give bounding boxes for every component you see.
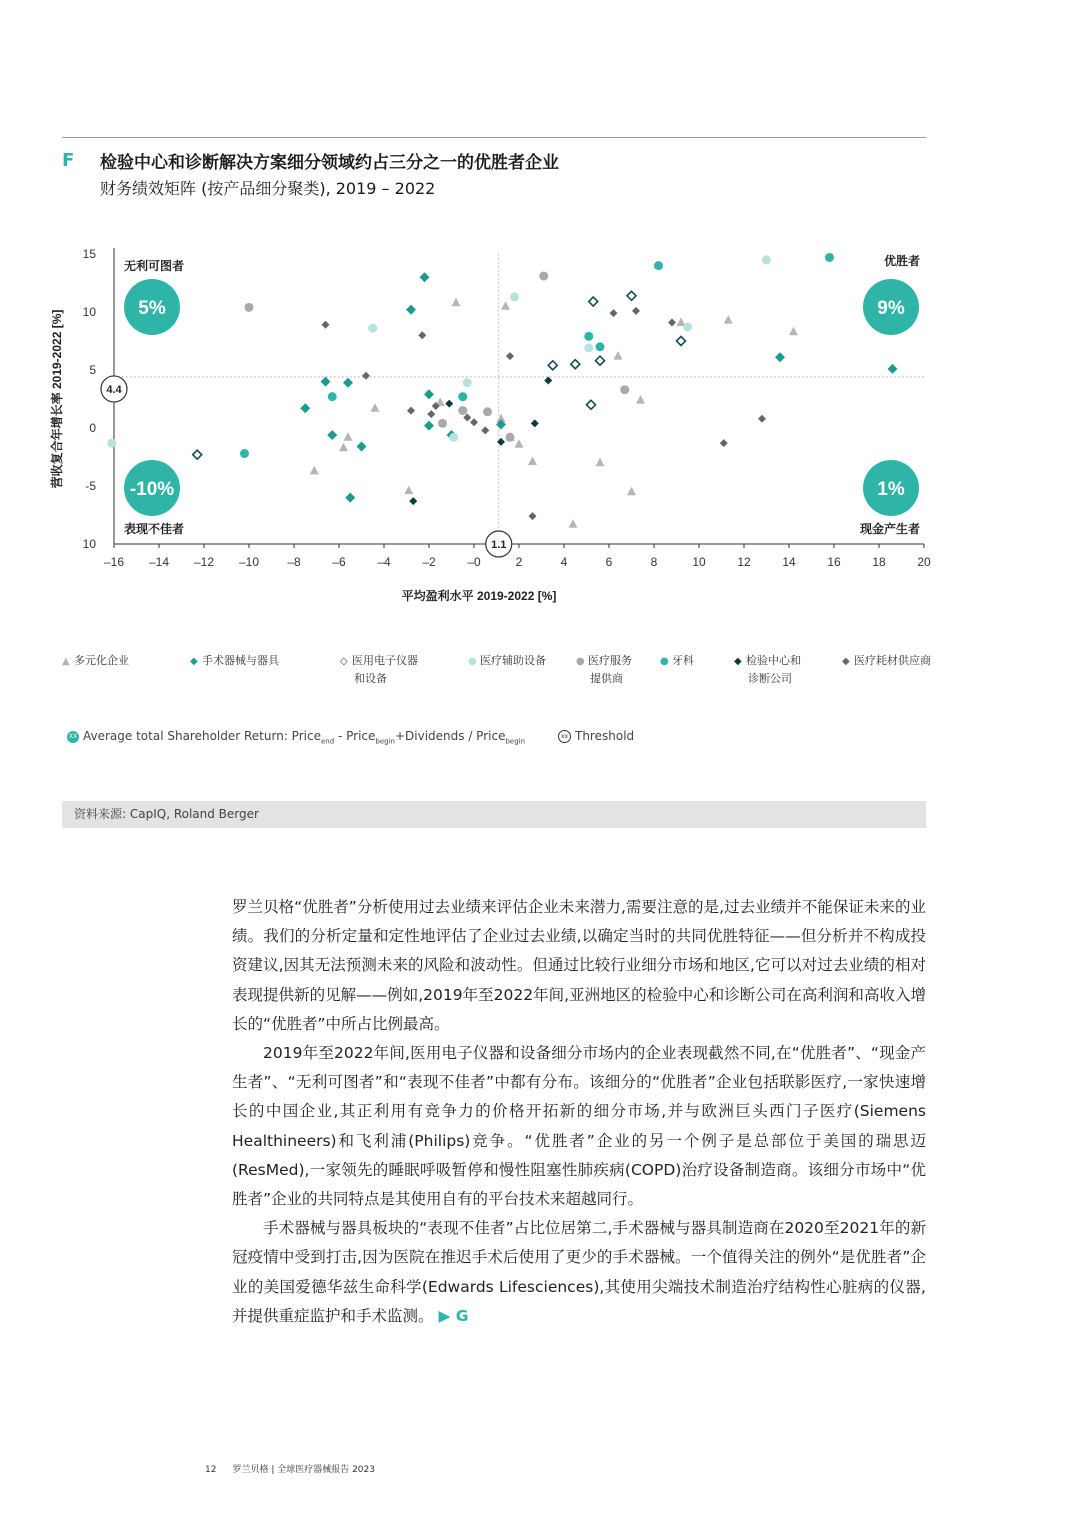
point-triangle-2 — [310, 466, 319, 475]
point-diamond-open-3 — [677, 337, 686, 346]
y-threshold-value: 4.4 — [106, 383, 122, 396]
point-triangle-1 — [404, 486, 413, 495]
threshold-annotation: xx Threshold — [558, 729, 634, 743]
x-tick-label: –2 — [422, 555, 436, 569]
tsr-annotation: XX Average total Shareholder Return: Price$_{end}$ - Price$_{begin}$+Dividends / Price$_{begin}$ — [68, 729, 526, 746]
point-diamond-small-1 — [362, 372, 370, 380]
point-circle-4 — [596, 342, 605, 351]
point-triangle-10 — [569, 519, 578, 528]
point-triangle-8 — [515, 439, 524, 448]
legend-marker-icon: ◆ — [190, 656, 198, 667]
legend-item — [842, 652, 931, 670]
point-diamond-8 — [424, 389, 434, 399]
point-diamond-small-2 — [497, 438, 505, 446]
point-circle-7 — [762, 255, 771, 264]
point-diamond-4 — [300, 403, 310, 413]
point-diamond-5 — [327, 430, 337, 440]
point-diamond-9 — [424, 421, 434, 431]
point-diamond-small-0 — [445, 400, 453, 408]
x-tick-label: 10 — [692, 555, 706, 569]
x-tick-label: 18 — [872, 555, 886, 569]
figure-letter: F — [62, 150, 75, 171]
point-diamond-small-2 — [407, 407, 415, 415]
point-diamond-small-10 — [610, 309, 618, 317]
point-diamond-3 — [343, 378, 353, 388]
paragraph-1: 罗兰贝格“优胜者”分析使用过去业绩来评估企业未来潜力,需要注意的是,过去业绩并不能保证未来的业绩。我们的分析定量和定性地评估了企业过去业绩,以确定当时的共同优胜特征——但分析并不构成投资建议,因其无法预测未来的风险和波动性。但通过比较行业细分市场和地区,它可以对过去业绩的相对表现提供新的见解——例如,2019年至2022年间,亚洲地区的检验中心和诊断公司在高利润和高收入增长的“优胜者”中所占比例最高。 — [232, 898, 926, 1033]
point-triangle-11 — [596, 458, 605, 467]
legend-label: 多元化企业 — [74, 654, 129, 667]
figure-title: 检验中心和诊断解决方案细分领域约占三分之一的优胜者企业 — [100, 153, 559, 173]
point-diamond-small-14 — [758, 415, 766, 423]
next-figure-link[interactable]: ▶ G — [438, 1306, 469, 1325]
y-axis-title: 营收复合年增长率 2019-2022 [%] — [50, 309, 64, 489]
point-circle-1 — [368, 324, 377, 333]
quadrant-value-top-left: 5% — [138, 298, 166, 319]
point-triangle-5 — [371, 403, 380, 412]
point-diamond-open-1 — [589, 297, 598, 306]
paragraph-2: 2019年至2022年间,医用电子仪器和设备细分市场内的企业表现截然不同,在“优胜者”、“现金产生者”、“无利可图者”和“表现不佳者”中都有分布。该细分的“优胜者”企业包括联影医疗,一家快速增长的中国企业,其正利用有竞争力的价格开拓新的细分市场,并与欧洲巨头西门子医疗(Siemens Healthineers)和飞利浦(Philips)竞争。“优胜者”企业的另一个例子是总部位于美国的瑞思迈 (ResMed),一家领先的睡眠呼吸暂停和慢性阻塞性肺疾病(COPD)治疗设备制造商。该细分市场中“优胜者”企业的共同特点是其使用自有的平台技术来超越同行。 — [232, 1044, 926, 1209]
point-circle-1 — [539, 272, 548, 281]
performance-matrix-chart — [0, 230, 1080, 620]
legend-label: 手术器械与器具 — [202, 654, 279, 667]
point-circle-0 — [107, 439, 116, 448]
point-diamond-small-8 — [506, 352, 514, 360]
legend-item — [660, 652, 694, 670]
point-diamond-small-5 — [470, 418, 478, 426]
paragraph-3: 手术器械与器具板块的“表现不佳者”占比位居第二,手术器械与器具制造商在2020至2021年的新冠疫情中受到打击,因为医院在推迟手术后使用了更少的手术器械。一个值得关注的例外“是优胜者”企业的美国爱德华兹生命科学(Edwards Lifesciences),其使用尖端技术制造治疗结构性心脏病的仪器,并提供重症监护和手术监测。 ▶ G — [232, 1219, 926, 1325]
legend-label: 医疗耗材供应商 — [854, 654, 931, 667]
point-circle-5 — [654, 261, 663, 270]
x-tick-label: –14 — [148, 555, 170, 569]
point-diamond-12 — [775, 352, 785, 362]
footer-text: 罗兰贝格 | 全球医疗器械报告 2023 — [232, 1465, 375, 1475]
legend-label-line2: 提供商 — [590, 672, 623, 685]
quadrant-value-top-right: 9% — [877, 298, 905, 319]
y-tick-label: 10 — [82, 537, 96, 551]
point-diamond-0 — [420, 272, 430, 282]
legend-marker-icon: ▲ — [62, 656, 70, 667]
page-number: 12 — [205, 1465, 217, 1475]
point-circle-3 — [458, 406, 467, 415]
point-circle-4 — [506, 433, 515, 442]
legend-marker-icon: ◇ — [340, 656, 348, 667]
point-diamond-6 — [345, 493, 355, 503]
figure-subtitle: 财务绩效矩阵 (按产品细分聚类), 2019 – 2022 — [100, 179, 436, 198]
point-diamond-small-15 — [418, 331, 426, 339]
quadrant-label-bottom-left: 表现不佳者 — [124, 522, 185, 536]
x-tick-label: –16 — [103, 555, 125, 569]
legend-item — [340, 652, 418, 687]
point-triangle-16 — [724, 315, 733, 324]
x-tick-label: 20 — [917, 555, 931, 569]
point-diamond-open-4 — [596, 356, 605, 365]
chart-points — [107, 253, 897, 528]
point-diamond-small-9 — [529, 512, 537, 520]
point-diamond-small-3 — [531, 419, 539, 427]
legend-label: 医疗辅助设备 — [480, 654, 546, 667]
point-circle-6 — [825, 253, 834, 262]
point-triangle-3 — [344, 432, 353, 441]
point-circle-4 — [510, 292, 519, 301]
point-diamond-small-1 — [409, 497, 417, 505]
point-circle-0 — [240, 449, 249, 458]
page-footer — [205, 1462, 375, 1475]
point-diamond-small-11 — [632, 307, 640, 315]
point-diamond-open-6 — [571, 360, 580, 369]
point-diamond-small-13 — [720, 439, 728, 447]
x-tick-label: –0 — [467, 555, 481, 569]
point-diamond-1 — [406, 305, 416, 315]
point-diamond-small-0 — [322, 321, 330, 329]
legend-label: 牙科 — [672, 654, 694, 667]
point-circle-6 — [683, 323, 692, 332]
legend-marker-icon: ● — [576, 656, 585, 667]
point-diamond-small-4 — [544, 376, 552, 384]
top-divider — [62, 137, 926, 138]
legend-label-line2: 诊断公司 — [748, 672, 792, 685]
y-tick-label: 15 — [82, 247, 96, 261]
point-diamond-open-0 — [193, 450, 202, 459]
point-diamond-open-7 — [587, 400, 596, 409]
x-tick-label: –6 — [332, 555, 346, 569]
body-text — [232, 893, 926, 1331]
point-circle-1 — [328, 392, 337, 401]
point-circle-3 — [463, 378, 472, 387]
y-tick-label: 5 — [89, 363, 96, 377]
quadrant-value-bottom-right: 1% — [877, 479, 905, 500]
legend-item — [734, 652, 801, 687]
point-diamond-small-6 — [481, 426, 489, 434]
x-tick-label: 6 — [605, 555, 613, 569]
legend-marker-icon: ◆ — [734, 656, 742, 667]
legend-item — [576, 652, 632, 687]
x-tick-label: 14 — [782, 555, 796, 569]
point-diamond-small-3 — [427, 410, 435, 418]
quadrant-label-bottom-right: 现金产生者 — [859, 522, 920, 536]
x-tick-label: 16 — [827, 555, 841, 569]
y-tick-label: 0 — [89, 421, 96, 435]
x-tick-label: 8 — [650, 555, 658, 569]
quadrant-label-top-right: 优胜者 — [883, 254, 920, 268]
x-tick-label: 4 — [560, 555, 568, 569]
point-triangle-19 — [452, 298, 461, 307]
x-tick-label: –4 — [377, 555, 391, 569]
point-triangle-14 — [614, 351, 623, 360]
quadrant-label-top-left: 无利可图者 — [124, 259, 185, 273]
point-diamond-7 — [357, 442, 367, 452]
x-tick-label: –10 — [238, 555, 260, 569]
point-triangle-4 — [339, 443, 348, 452]
point-circle-3 — [584, 332, 593, 341]
point-triangle-18 — [501, 301, 510, 310]
legend-label-line2: 和设备 — [354, 672, 387, 685]
x-tick-label: 12 — [737, 555, 751, 569]
tsr-badge-icon: XX — [67, 731, 79, 743]
source-note: 资料来源: CapIQ, Roland Berger — [62, 801, 926, 828]
point-circle-5 — [584, 343, 593, 352]
legend-marker-icon: ◆ — [842, 656, 850, 667]
x-tick-label: 2 — [515, 555, 523, 569]
x-tick-label: –12 — [193, 555, 215, 569]
point-circle-5 — [483, 407, 492, 416]
point-circle-2 — [449, 433, 458, 442]
legend-item — [468, 652, 546, 670]
point-diamond-open-5 — [548, 361, 557, 370]
point-triangle-13 — [636, 395, 645, 404]
point-circle-6 — [620, 385, 629, 394]
legend-label: 医疗服务 — [588, 654, 632, 667]
legend-marker-icon: ● — [660, 656, 669, 667]
legend-label: 医用电子仪器 — [352, 654, 418, 667]
y-tick-label: -5 — [85, 479, 96, 493]
legend-item — [190, 652, 279, 670]
y-tick-label: 10 — [82, 305, 96, 319]
point-diamond-2 — [321, 377, 331, 387]
point-diamond-13 — [888, 364, 898, 374]
point-diamond-open-2 — [627, 291, 636, 300]
point-diamond-small-12 — [668, 318, 676, 326]
threshold-badge-icon: xx — [558, 730, 571, 743]
point-triangle-12 — [627, 487, 636, 496]
quadrant-value-bottom-left: -10% — [129, 479, 175, 500]
point-circle-2 — [458, 392, 467, 401]
legend-item — [62, 652, 129, 670]
x-threshold-value: 1.1 — [491, 539, 507, 551]
x-axis-title: 平均盈利水平 2019-2022 [%] — [401, 589, 557, 603]
legend-label: 检验中心和 — [746, 654, 801, 667]
legend-marker-icon: ● — [468, 656, 477, 667]
point-circle-2 — [438, 419, 447, 428]
point-triangle-17 — [789, 327, 798, 336]
point-triangle-9 — [528, 457, 537, 466]
point-circle-0 — [245, 303, 254, 312]
x-tick-label: –8 — [287, 555, 301, 569]
